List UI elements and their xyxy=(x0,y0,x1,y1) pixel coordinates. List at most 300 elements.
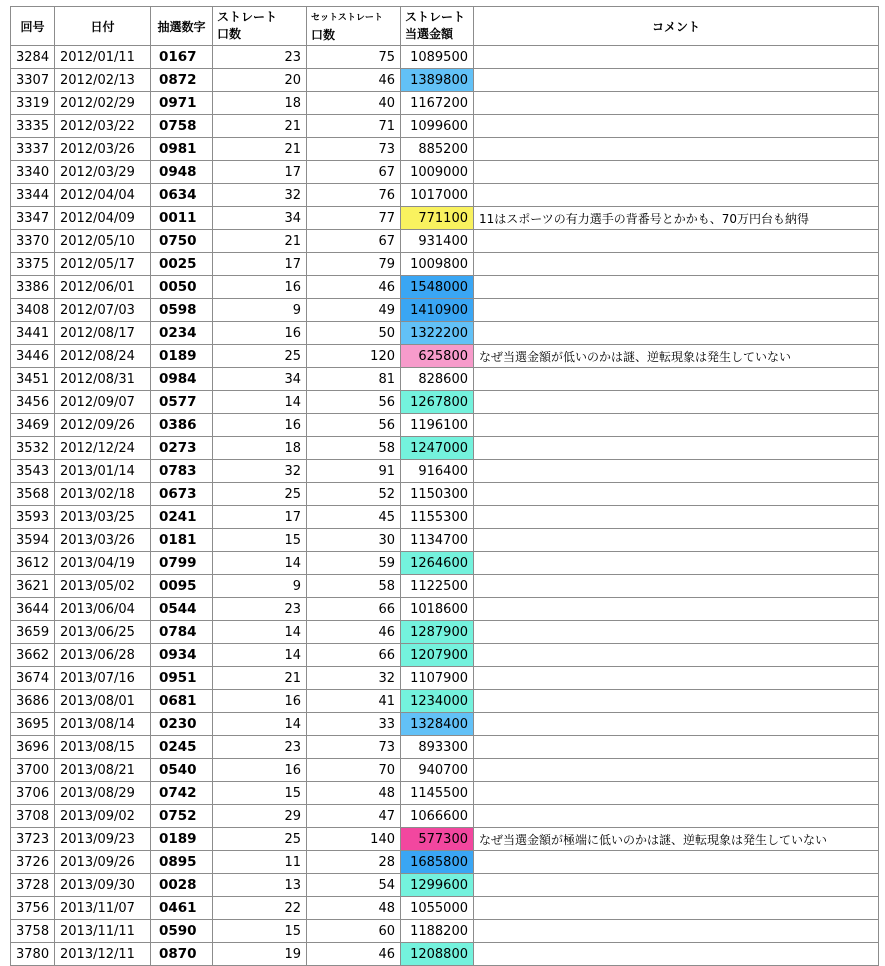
cell-number[interactable]: 0752 xyxy=(151,805,213,828)
cell-set-count[interactable]: 120 xyxy=(307,345,401,368)
table-row xyxy=(11,368,879,391)
cell-no[interactable]: 3593 xyxy=(11,506,55,529)
cell-number[interactable]: 0598 xyxy=(151,299,213,322)
cell-comment[interactable] xyxy=(474,690,879,713)
cell-number[interactable]: 0544 xyxy=(151,598,213,621)
cell-set-count[interactable]: 140 xyxy=(307,828,401,851)
cell-set-count[interactable]: 56 xyxy=(307,391,401,414)
cell-no[interactable]: 3644 xyxy=(11,598,55,621)
cell-date[interactable]: 2012/06/01 xyxy=(55,276,151,299)
cell-comment[interactable] xyxy=(474,437,879,460)
cell-straight-count[interactable]: 14 xyxy=(213,552,307,575)
cell-no[interactable]: 3756 xyxy=(11,897,55,920)
cell-straight-count[interactable]: 16 xyxy=(213,276,307,299)
cell-no[interactable]: 3408 xyxy=(11,299,55,322)
cell-straight-count[interactable]: 23 xyxy=(213,736,307,759)
cell-no[interactable]: 3340 xyxy=(11,161,55,184)
cell-no[interactable]: 3335 xyxy=(11,115,55,138)
cell-comment[interactable] xyxy=(474,736,879,759)
cell-date[interactable]: 2012/07/03 xyxy=(55,299,151,322)
cell-comment[interactable] xyxy=(474,759,879,782)
cell-number[interactable]: 0750 xyxy=(151,230,213,253)
cell-set-count[interactable]: 46 xyxy=(307,943,401,966)
cell-comment[interactable] xyxy=(474,69,879,92)
cell-number[interactable]: 0872 xyxy=(151,69,213,92)
cell-set-count[interactable]: 76 xyxy=(307,184,401,207)
table-row xyxy=(11,115,879,138)
table-row xyxy=(11,299,879,322)
cell-date[interactable]: 2013/08/15 xyxy=(55,736,151,759)
cell-prize[interactable]: 771100 xyxy=(401,207,474,230)
table-row xyxy=(11,805,879,828)
cell-date[interactable]: 2013/03/26 xyxy=(55,529,151,552)
cell-date[interactable]: 2013/06/04 xyxy=(55,598,151,621)
cell-straight-count[interactable]: 16 xyxy=(213,414,307,437)
table-row xyxy=(11,828,879,851)
cell-date[interactable]: 2012/08/17 xyxy=(55,322,151,345)
cell-date[interactable]: 2012/12/24 xyxy=(55,437,151,460)
cell-straight-count[interactable]: 23 xyxy=(213,46,307,69)
header-no[interactable]: 回号 xyxy=(11,7,55,46)
cell-set-count[interactable]: 33 xyxy=(307,713,401,736)
cell-prize[interactable]: 916400 xyxy=(401,460,474,483)
cell-date[interactable]: 2013/11/11 xyxy=(55,920,151,943)
cell-prize[interactable]: 1247000 xyxy=(401,437,474,460)
cell-set-count[interactable]: 58 xyxy=(307,437,401,460)
cell-comment[interactable]: なぜ当選金額が低いのかは謎、逆転現象は発生していない xyxy=(474,345,879,368)
cell-straight-count[interactable]: 15 xyxy=(213,782,307,805)
cell-straight-count[interactable]: 13 xyxy=(213,874,307,897)
cell-comment[interactable] xyxy=(474,138,879,161)
cell-comment[interactable] xyxy=(474,414,879,437)
cell-date[interactable]: 2012/01/11 xyxy=(55,46,151,69)
cell-prize[interactable]: 893300 xyxy=(401,736,474,759)
cell-date[interactable]: 2012/04/09 xyxy=(55,207,151,230)
cell-date[interactable]: 2013/02/18 xyxy=(55,483,151,506)
cell-set-count[interactable]: 73 xyxy=(307,736,401,759)
cell-straight-count[interactable]: 19 xyxy=(213,943,307,966)
cell-number[interactable]: 0386 xyxy=(151,414,213,437)
cell-no[interactable]: 3659 xyxy=(11,621,55,644)
cell-straight-count[interactable]: 22 xyxy=(213,897,307,920)
cell-prize[interactable]: 1066600 xyxy=(401,805,474,828)
cell-straight-count[interactable]: 25 xyxy=(213,345,307,368)
cell-no[interactable]: 3674 xyxy=(11,667,55,690)
cell-straight-count[interactable]: 25 xyxy=(213,483,307,506)
cell-number[interactable]: 0189 xyxy=(151,828,213,851)
cell-number[interactable]: 0095 xyxy=(151,575,213,598)
table-row xyxy=(11,92,879,115)
cell-set-count[interactable]: 46 xyxy=(307,621,401,644)
cell-prize[interactable]: 1234000 xyxy=(401,690,474,713)
cell-number[interactable]: 0234 xyxy=(151,322,213,345)
cell-comment[interactable] xyxy=(474,506,879,529)
cell-prize[interactable]: 1548000 xyxy=(401,276,474,299)
cell-set-count[interactable]: 41 xyxy=(307,690,401,713)
cell-date[interactable]: 2013/05/02 xyxy=(55,575,151,598)
cell-straight-count[interactable]: 29 xyxy=(213,805,307,828)
cell-no[interactable]: 3370 xyxy=(11,230,55,253)
cell-date[interactable]: 2012/09/07 xyxy=(55,391,151,414)
cell-set-count[interactable]: 50 xyxy=(307,322,401,345)
cell-no[interactable]: 3469 xyxy=(11,414,55,437)
cell-number[interactable]: 0273 xyxy=(151,437,213,460)
table-row xyxy=(11,529,879,552)
header-straight-count[interactable]: ストレート 口数 xyxy=(213,7,307,46)
cell-prize[interactable]: 1009000 xyxy=(401,161,474,184)
cell-set-count[interactable]: 60 xyxy=(307,920,401,943)
cell-straight-count[interactable]: 23 xyxy=(213,598,307,621)
cell-comment[interactable] xyxy=(474,276,879,299)
cell-number[interactable]: 0895 xyxy=(151,851,213,874)
cell-prize[interactable]: 1089500 xyxy=(401,46,474,69)
cell-comment[interactable] xyxy=(474,161,879,184)
cell-set-count[interactable]: 91 xyxy=(307,460,401,483)
cell-no[interactable]: 3780 xyxy=(11,943,55,966)
cell-date[interactable]: 2013/09/30 xyxy=(55,874,151,897)
header-straight-prize[interactable]: ストレート 当選金額 xyxy=(401,7,474,46)
cell-prize[interactable]: 1287900 xyxy=(401,621,474,644)
cell-date[interactable]: 2013/09/23 xyxy=(55,828,151,851)
cell-set-count[interactable]: 77 xyxy=(307,207,401,230)
cell-comment[interactable] xyxy=(474,943,879,966)
cell-number[interactable]: 0167 xyxy=(151,46,213,69)
cell-comment[interactable] xyxy=(474,368,879,391)
cell-number[interactable]: 0951 xyxy=(151,667,213,690)
cell-set-count[interactable]: 66 xyxy=(307,644,401,667)
cell-set-count[interactable]: 79 xyxy=(307,253,401,276)
cell-number[interactable]: 0245 xyxy=(151,736,213,759)
cell-no[interactable]: 3337 xyxy=(11,138,55,161)
cell-prize[interactable]: 1208800 xyxy=(401,943,474,966)
cell-set-count[interactable]: 47 xyxy=(307,805,401,828)
cell-set-count[interactable]: 67 xyxy=(307,230,401,253)
cell-set-count[interactable]: 67 xyxy=(307,161,401,184)
cell-prize[interactable]: 1018600 xyxy=(401,598,474,621)
cell-comment[interactable] xyxy=(474,644,879,667)
header-number[interactable]: 抽選数字 xyxy=(151,7,213,46)
cell-date[interactable]: 2013/08/14 xyxy=(55,713,151,736)
cell-straight-count[interactable]: 15 xyxy=(213,529,307,552)
cell-set-count[interactable]: 54 xyxy=(307,874,401,897)
cell-prize[interactable]: 1150300 xyxy=(401,483,474,506)
cell-set-count[interactable]: 52 xyxy=(307,483,401,506)
cell-prize[interactable]: 1299600 xyxy=(401,874,474,897)
cell-set-count[interactable]: 70 xyxy=(307,759,401,782)
cell-prize[interactable]: 1685800 xyxy=(401,851,474,874)
cell-comment[interactable] xyxy=(474,575,879,598)
cell-prize[interactable]: 1322200 xyxy=(401,322,474,345)
cell-straight-count[interactable]: 16 xyxy=(213,690,307,713)
cell-number[interactable]: 0230 xyxy=(151,713,213,736)
cell-date[interactable]: 2012/08/24 xyxy=(55,345,151,368)
cell-number[interactable]: 0799 xyxy=(151,552,213,575)
header-set-straight-count[interactable]: セットストレート 口数 xyxy=(307,7,401,46)
cell-comment[interactable] xyxy=(474,322,879,345)
cell-straight-count[interactable]: 17 xyxy=(213,161,307,184)
cell-straight-count[interactable]: 17 xyxy=(213,253,307,276)
cell-no[interactable]: 3728 xyxy=(11,874,55,897)
cell-comment[interactable] xyxy=(474,805,879,828)
cell-straight-count[interactable]: 21 xyxy=(213,138,307,161)
cell-comment[interactable]: 11はスポーツの有力選手の背番号とかかも、70万円台も納得 xyxy=(474,207,879,230)
cell-no[interactable]: 3307 xyxy=(11,69,55,92)
cell-prize[interactable]: 1017000 xyxy=(401,184,474,207)
cell-prize[interactable]: 1188200 xyxy=(401,920,474,943)
cell-straight-count[interactable]: 9 xyxy=(213,299,307,322)
cell-number[interactable]: 0870 xyxy=(151,943,213,966)
cell-straight-count[interactable]: 21 xyxy=(213,115,307,138)
cell-prize[interactable]: 885200 xyxy=(401,138,474,161)
cell-date[interactable]: 2013/09/26 xyxy=(55,851,151,874)
cell-prize[interactable]: 577300 xyxy=(401,828,474,851)
cell-set-count[interactable]: 48 xyxy=(307,782,401,805)
cell-straight-count[interactable]: 14 xyxy=(213,621,307,644)
cell-comment[interactable] xyxy=(474,230,879,253)
cell-comment[interactable] xyxy=(474,713,879,736)
cell-set-count[interactable]: 45 xyxy=(307,506,401,529)
cell-prize[interactable]: 940700 xyxy=(401,759,474,782)
cell-number[interactable]: 0742 xyxy=(151,782,213,805)
cell-straight-count[interactable]: 9 xyxy=(213,575,307,598)
cell-straight-count[interactable]: 21 xyxy=(213,667,307,690)
cell-number[interactable]: 0011 xyxy=(151,207,213,230)
cell-prize[interactable]: 828600 xyxy=(401,368,474,391)
cell-date[interactable]: 2012/02/13 xyxy=(55,69,151,92)
cell-comment[interactable] xyxy=(474,621,879,644)
cell-straight-count[interactable]: 25 xyxy=(213,828,307,851)
cell-date[interactable]: 2013/03/25 xyxy=(55,506,151,529)
cell-prize[interactable]: 1167200 xyxy=(401,92,474,115)
cell-straight-count[interactable]: 14 xyxy=(213,713,307,736)
cell-no[interactable]: 3441 xyxy=(11,322,55,345)
cell-number[interactable]: 0673 xyxy=(151,483,213,506)
cell-prize[interactable]: 1122500 xyxy=(401,575,474,598)
cell-no[interactable]: 3284 xyxy=(11,46,55,69)
cell-no[interactable]: 3708 xyxy=(11,805,55,828)
cell-no[interactable]: 3543 xyxy=(11,460,55,483)
cell-prize[interactable]: 1099600 xyxy=(401,115,474,138)
cell-no[interactable]: 3706 xyxy=(11,782,55,805)
cell-no[interactable]: 3386 xyxy=(11,276,55,299)
cell-comment[interactable] xyxy=(474,920,879,943)
cell-straight-count[interactable]: 14 xyxy=(213,391,307,414)
cell-comment[interactable] xyxy=(474,598,879,621)
cell-number[interactable]: 0590 xyxy=(151,920,213,943)
cell-date[interactable]: 2013/06/25 xyxy=(55,621,151,644)
cell-set-count[interactable]: 81 xyxy=(307,368,401,391)
cell-date[interactable]: 2013/08/21 xyxy=(55,759,151,782)
cell-straight-count[interactable]: 17 xyxy=(213,506,307,529)
table-row xyxy=(11,943,879,966)
cell-set-count[interactable]: 32 xyxy=(307,667,401,690)
cell-date[interactable]: 2013/11/07 xyxy=(55,897,151,920)
cell-number[interactable]: 0758 xyxy=(151,115,213,138)
cell-straight-count[interactable]: 20 xyxy=(213,69,307,92)
cell-set-count[interactable]: 28 xyxy=(307,851,401,874)
cell-set-count[interactable]: 59 xyxy=(307,552,401,575)
cell-date[interactable]: 2012/04/04 xyxy=(55,184,151,207)
cell-straight-count[interactable]: 16 xyxy=(213,759,307,782)
cell-date[interactable]: 2013/04/19 xyxy=(55,552,151,575)
cell-prize[interactable]: 1009800 xyxy=(401,253,474,276)
cell-comment[interactable]: なぜ当選金額が極端に低いのかは謎、逆転現象は発生していない xyxy=(474,828,879,851)
cell-comment[interactable] xyxy=(474,897,879,920)
cell-date[interactable]: 2012/09/26 xyxy=(55,414,151,437)
cell-prize[interactable]: 1267800 xyxy=(401,391,474,414)
cell-straight-count[interactable]: 18 xyxy=(213,437,307,460)
cell-number[interactable]: 0784 xyxy=(151,621,213,644)
cell-date[interactable]: 2012/08/31 xyxy=(55,368,151,391)
cell-comment[interactable] xyxy=(474,483,879,506)
cell-number[interactable]: 0971 xyxy=(151,92,213,115)
cell-prize[interactable]: 931400 xyxy=(401,230,474,253)
header-comment[interactable]: コメント xyxy=(474,7,879,46)
cell-prize[interactable]: 625800 xyxy=(401,345,474,368)
cell-straight-count[interactable]: 18 xyxy=(213,92,307,115)
cell-no[interactable]: 3456 xyxy=(11,391,55,414)
cell-date[interactable]: 2013/07/16 xyxy=(55,667,151,690)
cell-number[interactable]: 0934 xyxy=(151,644,213,667)
cell-no[interactable]: 3344 xyxy=(11,184,55,207)
table-row xyxy=(11,322,879,345)
cell-prize[interactable]: 1134700 xyxy=(401,529,474,552)
cell-number[interactable]: 0783 xyxy=(151,460,213,483)
cell-number[interactable]: 0577 xyxy=(151,391,213,414)
cell-comment[interactable] xyxy=(474,92,879,115)
cell-no[interactable]: 3594 xyxy=(11,529,55,552)
table-row xyxy=(11,437,879,460)
cell-no[interactable]: 3446 xyxy=(11,345,55,368)
table-row xyxy=(11,483,879,506)
cell-number[interactable]: 0025 xyxy=(151,253,213,276)
header-date[interactable]: 日付 xyxy=(55,7,151,46)
table-row xyxy=(11,759,879,782)
cell-date[interactable]: 2012/03/29 xyxy=(55,161,151,184)
cell-comment[interactable] xyxy=(474,782,879,805)
cell-comment[interactable] xyxy=(474,552,879,575)
cell-prize[interactable]: 1207900 xyxy=(401,644,474,667)
cell-straight-count[interactable]: 15 xyxy=(213,920,307,943)
cell-no[interactable]: 3726 xyxy=(11,851,55,874)
cell-no[interactable]: 3319 xyxy=(11,92,55,115)
cell-no[interactable]: 3612 xyxy=(11,552,55,575)
cell-date[interactable]: 2012/05/10 xyxy=(55,230,151,253)
cell-no[interactable]: 3758 xyxy=(11,920,55,943)
cell-no[interactable]: 3723 xyxy=(11,828,55,851)
cell-no[interactable]: 3686 xyxy=(11,690,55,713)
cell-number[interactable]: 0461 xyxy=(151,897,213,920)
cell-set-count[interactable]: 73 xyxy=(307,138,401,161)
cell-no[interactable]: 3700 xyxy=(11,759,55,782)
cell-set-count[interactable]: 30 xyxy=(307,529,401,552)
cell-prize[interactable]: 1389800 xyxy=(401,69,474,92)
cell-no[interactable]: 3621 xyxy=(11,575,55,598)
cell-prize[interactable]: 1264600 xyxy=(401,552,474,575)
cell-number[interactable]: 0540 xyxy=(151,759,213,782)
cell-number[interactable]: 0189 xyxy=(151,345,213,368)
cell-comment[interactable] xyxy=(474,391,879,414)
cell-set-count[interactable]: 48 xyxy=(307,897,401,920)
cell-straight-count[interactable]: 34 xyxy=(213,368,307,391)
cell-date[interactable]: 2012/03/22 xyxy=(55,115,151,138)
cell-prize[interactable]: 1328400 xyxy=(401,713,474,736)
cell-no[interactable]: 3347 xyxy=(11,207,55,230)
cell-set-count[interactable]: 46 xyxy=(307,69,401,92)
cell-comment[interactable] xyxy=(474,184,879,207)
cell-comment[interactable] xyxy=(474,299,879,322)
cell-number[interactable]: 0241 xyxy=(151,506,213,529)
cell-number[interactable]: 0050 xyxy=(151,276,213,299)
cell-comment[interactable] xyxy=(474,529,879,552)
cell-date[interactable]: 2013/09/02 xyxy=(55,805,151,828)
cell-comment[interactable] xyxy=(474,667,879,690)
cell-set-count[interactable]: 75 xyxy=(307,46,401,69)
cell-date[interactable]: 2013/12/11 xyxy=(55,943,151,966)
cell-set-count[interactable]: 49 xyxy=(307,299,401,322)
table-row xyxy=(11,69,879,92)
cell-set-count[interactable]: 40 xyxy=(307,92,401,115)
cell-date[interactable]: 2013/08/01 xyxy=(55,690,151,713)
cell-comment[interactable] xyxy=(474,851,879,874)
cell-straight-count[interactable]: 21 xyxy=(213,230,307,253)
cell-number[interactable]: 0984 xyxy=(151,368,213,391)
cell-number[interactable]: 0028 xyxy=(151,874,213,897)
cell-set-count[interactable]: 66 xyxy=(307,598,401,621)
cell-number[interactable]: 0948 xyxy=(151,161,213,184)
cell-prize[interactable]: 1196100 xyxy=(401,414,474,437)
cell-comment[interactable] xyxy=(474,46,879,69)
cell-prize[interactable]: 1107900 xyxy=(401,667,474,690)
cell-number[interactable]: 0634 xyxy=(151,184,213,207)
cell-comment[interactable] xyxy=(474,460,879,483)
cell-date[interactable]: 2013/08/29 xyxy=(55,782,151,805)
cell-prize[interactable]: 1055000 xyxy=(401,897,474,920)
cell-set-count[interactable]: 71 xyxy=(307,115,401,138)
cell-no[interactable]: 3568 xyxy=(11,483,55,506)
cell-straight-count[interactable]: 11 xyxy=(213,851,307,874)
cell-number[interactable]: 0181 xyxy=(151,529,213,552)
cell-straight-count[interactable]: 16 xyxy=(213,322,307,345)
cell-set-count[interactable]: 56 xyxy=(307,414,401,437)
cell-date[interactable]: 2012/03/26 xyxy=(55,138,151,161)
cell-straight-count[interactable]: 32 xyxy=(213,184,307,207)
cell-no[interactable]: 3662 xyxy=(11,644,55,667)
cell-no[interactable]: 3695 xyxy=(11,713,55,736)
cell-prize[interactable]: 1155300 xyxy=(401,506,474,529)
cell-number[interactable]: 0981 xyxy=(151,138,213,161)
cell-straight-count[interactable]: 34 xyxy=(213,207,307,230)
cell-date[interactable]: 2013/06/28 xyxy=(55,644,151,667)
cell-set-count[interactable]: 46 xyxy=(307,276,401,299)
cell-date[interactable]: 2012/05/17 xyxy=(55,253,151,276)
cell-no[interactable]: 3696 xyxy=(11,736,55,759)
cell-prize[interactable]: 1145500 xyxy=(401,782,474,805)
cell-comment[interactable] xyxy=(474,115,879,138)
cell-no[interactable]: 3451 xyxy=(11,368,55,391)
cell-set-count[interactable]: 58 xyxy=(307,575,401,598)
cell-comment[interactable] xyxy=(474,874,879,897)
cell-date[interactable]: 2012/02/29 xyxy=(55,92,151,115)
cell-number[interactable]: 0681 xyxy=(151,690,213,713)
cell-prize[interactable]: 1410900 xyxy=(401,299,474,322)
cell-date[interactable]: 2013/01/14 xyxy=(55,460,151,483)
cell-no[interactable]: 3375 xyxy=(11,253,55,276)
cell-straight-count[interactable]: 14 xyxy=(213,644,307,667)
cell-no[interactable]: 3532 xyxy=(11,437,55,460)
cell-straight-count[interactable]: 32 xyxy=(213,460,307,483)
cell-comment[interactable] xyxy=(474,253,879,276)
